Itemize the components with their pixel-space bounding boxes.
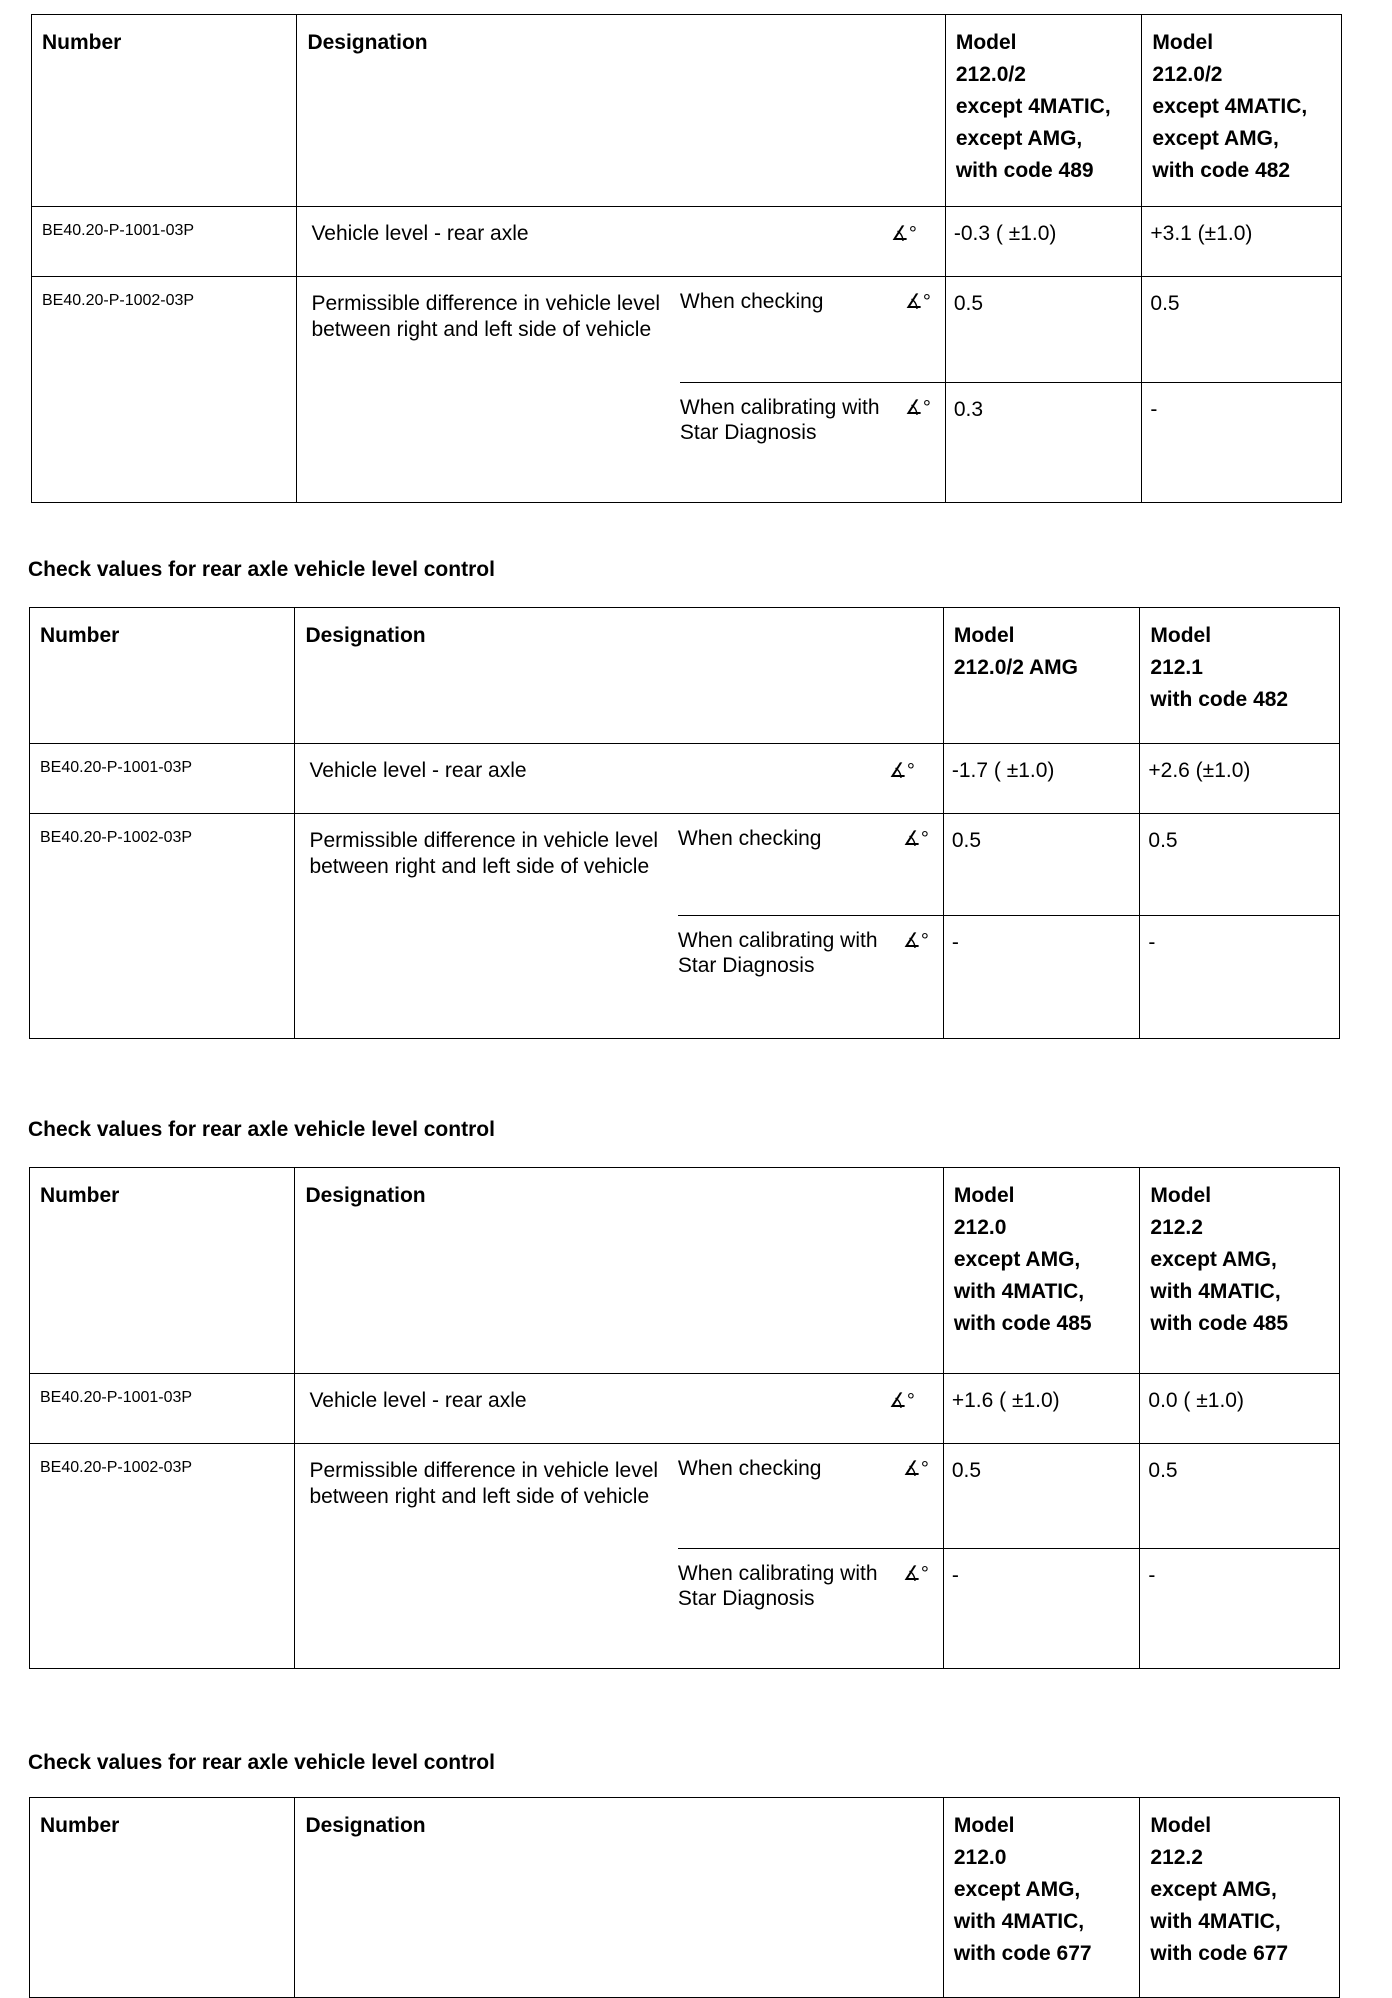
row-number: BE40.20-P-1002-03P bbox=[30, 814, 295, 916]
value-cell: 0.5 bbox=[1140, 814, 1340, 916]
value-cell: - bbox=[1140, 916, 1340, 1039]
row-designation: Vehicle level - rear axle ∡° bbox=[297, 207, 945, 277]
spec-table-1 bbox=[31, 14, 1342, 503]
row-number: BE40.20-P-1001-03P bbox=[30, 744, 295, 814]
header-model-col1: Model 212.0 except AMG, with 4MATIC, with code 485 bbox=[943, 1168, 1140, 1374]
header-model-col2: Model 212.0/2 except 4MATIC, except AMG, with code 482 bbox=[1142, 15, 1342, 207]
row-number: BE40.20-P-1001-03P bbox=[30, 1374, 295, 1444]
condition-cell: When calibrating with Star Diagnosis ∡° bbox=[680, 383, 945, 503]
value-cell: -0.3 ( ±1.0) bbox=[945, 207, 1142, 277]
header-designation: Designation bbox=[295, 608, 943, 744]
condition-cell: When checking ∡° bbox=[678, 814, 943, 916]
value-cell: 0.5 bbox=[1140, 1444, 1340, 1549]
section-heading: Check values for rear axle vehicle level control bbox=[28, 1118, 495, 1141]
angle-icon: ∡° bbox=[902, 828, 929, 850]
angle-icon: ∡° bbox=[890, 223, 917, 245]
row-designation: Vehicle level - rear axle ∡° bbox=[295, 1374, 943, 1444]
header-model-col1: Model 212.0 except AMG, with 4MATIC, with code 677 bbox=[943, 1798, 1140, 1998]
row-designation: Vehicle level - rear axle ∡° bbox=[295, 744, 943, 814]
section-heading: Check values for rear axle vehicle level control bbox=[28, 558, 495, 581]
header-model-col1: Model 212.0/2 AMG bbox=[943, 608, 1140, 744]
value-cell: - bbox=[1142, 383, 1342, 503]
row-designation: Permissible difference in vehicle level between right and left side of vehicle bbox=[295, 814, 678, 916]
header-designation: Designation bbox=[295, 1798, 943, 1998]
angle-icon: ∡° bbox=[904, 291, 931, 313]
value-cell: 0.0 ( ±1.0) bbox=[1140, 1374, 1340, 1444]
spec-table-2 bbox=[29, 607, 1340, 1039]
spec-table-4 bbox=[29, 1797, 1340, 1998]
row-number: BE40.20-P-1002-03P bbox=[32, 277, 297, 383]
header-model-col2: Model 212.2 except AMG, with 4MATIC, with code 485 bbox=[1140, 1168, 1340, 1374]
condition-cell: When checking ∡° bbox=[678, 1444, 943, 1549]
header-model-col2: Model 212.2 except AMG, with 4MATIC, with code 677 bbox=[1140, 1798, 1340, 1998]
value-cell: +3.1 (±1.0) bbox=[1142, 207, 1342, 277]
header-number: Number bbox=[30, 1798, 295, 1998]
value-cell: 0.5 bbox=[943, 1444, 1140, 1549]
value-cell: 0.3 bbox=[945, 383, 1142, 503]
header-model-col2: Model 212.1 with code 482 bbox=[1140, 608, 1340, 744]
row-designation: Permissible difference in vehicle level between right and left side of vehicle bbox=[295, 1444, 678, 1549]
condition-cell: When calibrating with Star Diagnosis ∡° bbox=[678, 1549, 943, 1669]
value-cell: - bbox=[943, 916, 1140, 1039]
value-cell: -1.7 ( ±1.0) bbox=[943, 744, 1140, 814]
value-cell: - bbox=[943, 1549, 1140, 1669]
value-cell: +2.6 (±1.0) bbox=[1140, 744, 1340, 814]
header-designation: Designation bbox=[295, 1168, 943, 1374]
row-number: BE40.20-P-1001-03P bbox=[32, 207, 297, 277]
header-designation: Designation bbox=[297, 15, 945, 207]
angle-icon: ∡° bbox=[902, 1458, 929, 1480]
row-designation: Permissible difference in vehicle level between right and left side of vehicle bbox=[297, 277, 680, 383]
angle-icon: ∡° bbox=[888, 1390, 915, 1412]
angle-icon: ∡° bbox=[902, 1563, 929, 1585]
spec-table-3 bbox=[29, 1167, 1340, 1669]
header-model-col1: Model 212.0/2 except 4MATIC, except AMG, with code 489 bbox=[945, 15, 1142, 207]
value-cell: 0.5 bbox=[945, 277, 1142, 383]
section-heading: Check values for rear axle vehicle level control bbox=[28, 1751, 495, 1774]
angle-icon: ∡° bbox=[904, 397, 931, 419]
value-cell: 0.5 bbox=[943, 814, 1140, 916]
header-number: Number bbox=[30, 1168, 295, 1374]
value-cell: - bbox=[1140, 1549, 1340, 1669]
condition-cell: When calibrating with Star Diagnosis ∡° bbox=[678, 916, 943, 1039]
value-cell: +1.6 ( ±1.0) bbox=[943, 1374, 1140, 1444]
angle-icon: ∡° bbox=[888, 760, 915, 782]
row-number: BE40.20-P-1002-03P bbox=[30, 1444, 295, 1549]
condition-cell: When checking ∡° bbox=[680, 277, 945, 383]
header-number: Number bbox=[32, 15, 297, 207]
value-cell: 0.5 bbox=[1142, 277, 1342, 383]
angle-icon: ∡° bbox=[902, 930, 929, 952]
header-number: Number bbox=[30, 608, 295, 744]
